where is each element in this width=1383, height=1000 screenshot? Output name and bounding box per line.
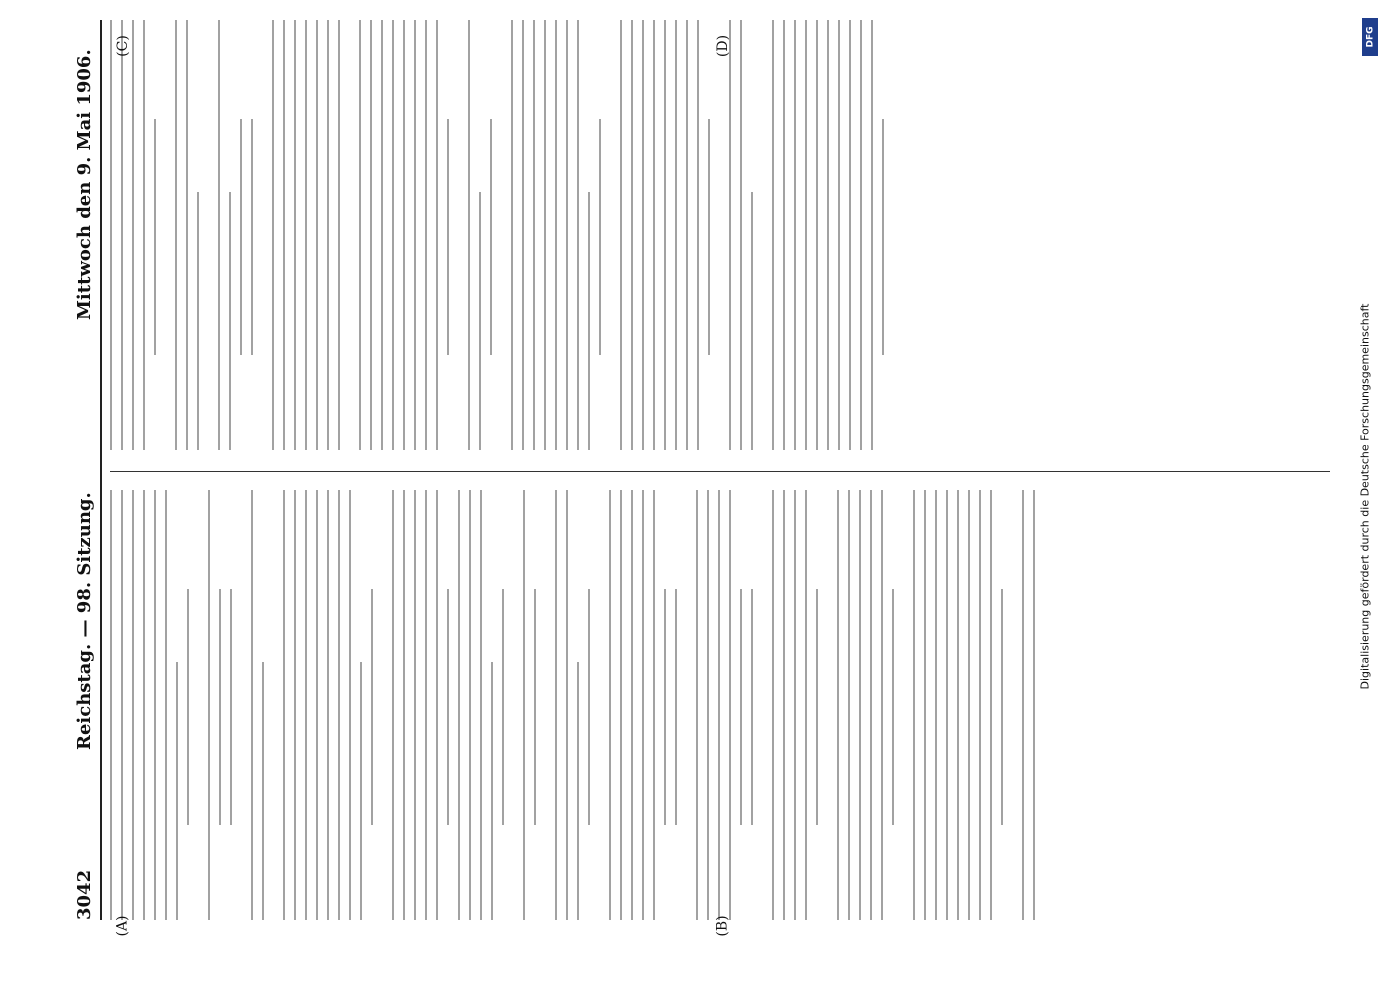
margin-marker-b: (B) <box>714 915 731 937</box>
page-number: 3042 <box>74 869 95 920</box>
dfg-logo-text: DFG <box>1365 26 1376 48</box>
right-column <box>110 20 1330 450</box>
credit-text: Digitalisierung gefördert durch die Deutsche Forschungsgemeinschaft <box>1358 303 1372 690</box>
session-date: Mittwoch den 9. Mai 1906. <box>74 49 95 320</box>
dfg-logo <box>1362 18 1378 56</box>
rotated-page-content <box>70 20 1350 920</box>
margin-marker-d: (D) <box>715 34 732 58</box>
left-column <box>110 490 1330 920</box>
margin-marker-a: (A) <box>114 915 131 937</box>
margin-marker-c: (C) <box>114 35 131 57</box>
digitization-credit <box>1355 20 1375 980</box>
session-title: Reichstag. — 98. Sitzung. <box>74 492 95 750</box>
page-header <box>70 20 102 920</box>
column-divider <box>110 471 1330 472</box>
